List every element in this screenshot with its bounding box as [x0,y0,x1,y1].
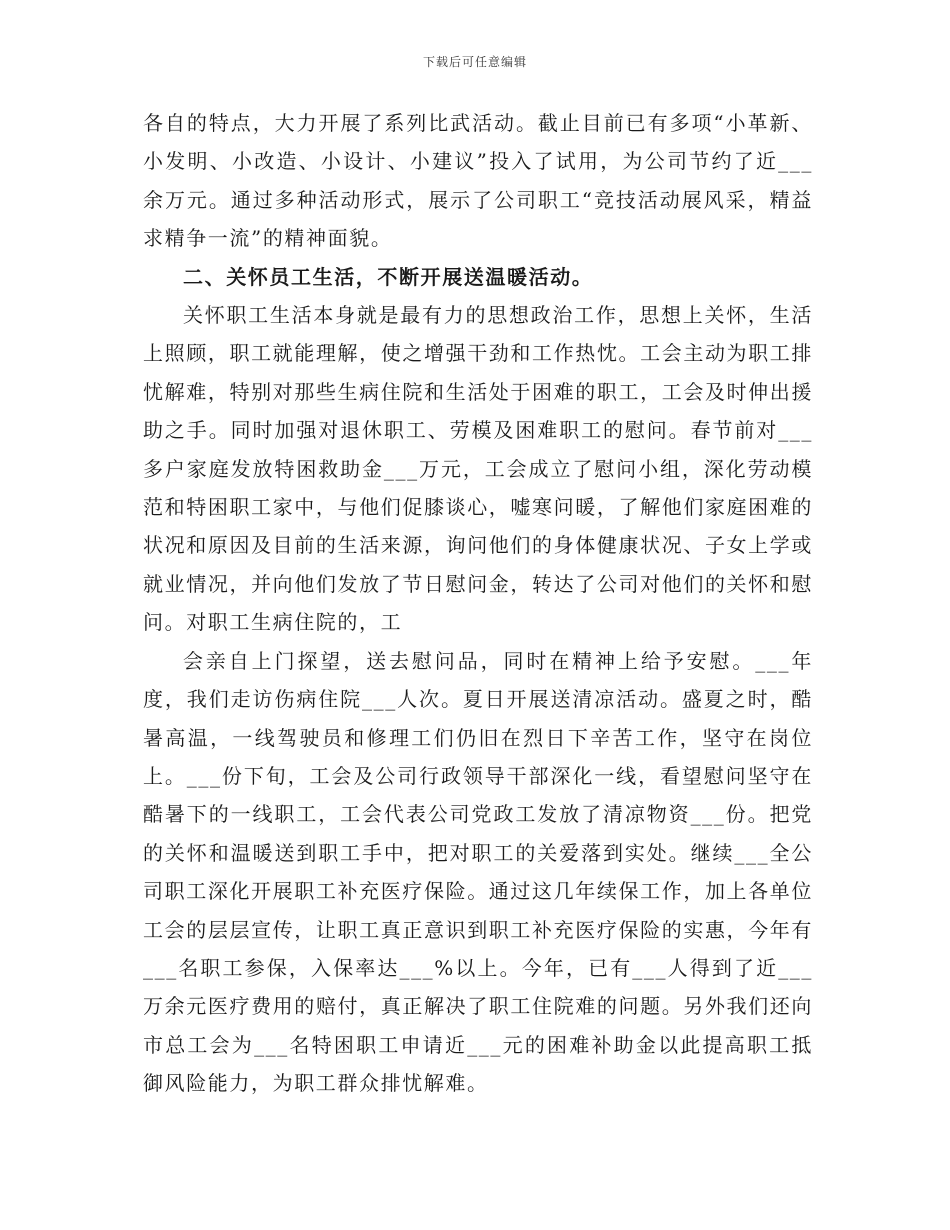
page-header: 下载后可任意编辑 [422,55,527,69]
paragraph-care-for-employees: 关怀职工生活本身就是最有力的思想政治工作，思想上关怀，生活上照顾，职工就能理解，使之增强干劲和工作热忱。工会主动为职工排忧解难，特别对那些生病住院和生活处于困难的职工，工会及时伸出援助之手。同时加强对退休职工、劳模及困难职工的慰问。春节前对___多户家庭发放特困救助金___万元，工会成立了慰问小组，深化劳动模范和特困职工家中，与他们促膝谈心，嘘寒问暖，了解他们家庭困难的状况和原因及目前的生活来源，询问他们的身体健康状况、子女上学或就业情况，并向他们发放了节日慰问金，转达了公司对他们的关怀和慰问。对职工生病住院的，工 [143,303,813,635]
paragraph-continuation: 各自的特点，大力开展了系列比武活动。截止目前已有多项“小革新、小发明、小改造、小设计、小建议”投入了试用，为公司节约了近___余万元。通过多种活动形式，展示了公司职工“竞技活动展风采，精益求精争一流”的精神面貌。 [143,111,813,251]
paragraph-visits-and-insurance: 会亲自上门探望，送去慰问品，同时在精神上给予安慰。___年度，我们走访伤病住院___人次。夏日开展送清凉活动。盛夏之时，酷暑高温，一线驾驶员和修理工们仍旧在烈日下辛苦工作，坚守在岗位上。___份下旬，工会及公司行政领导干部深化一线，看望慰问坚守在酷暑下的一线职工，工会代表公司党政工发放了清凉物资___份。把党的关怀和温暖送到职工手中，把对职工的关爱落到实处。继续___全公司职工深化开展职工补充医疗保险。通过这几年续保工作，加上各单位工会的层层宣传，让职工真正意识到职工补充医疗保险的实惠，今年有___名职工参保，入保率达___%以上。今年，已有___人得到了近___万余元医疗费用的赔付，真正解决了职工住院难的问题。另外我们还向市总工会为___名特困职工申请近___元的困难补助金以此提高职工抵御风险能力，为职工群众排忧解难。 [143,648,813,1096]
section-heading: 二、关怀员工生活，不断开展送温暖活动。 [183,264,594,289]
document-body [143,104,813,1103]
